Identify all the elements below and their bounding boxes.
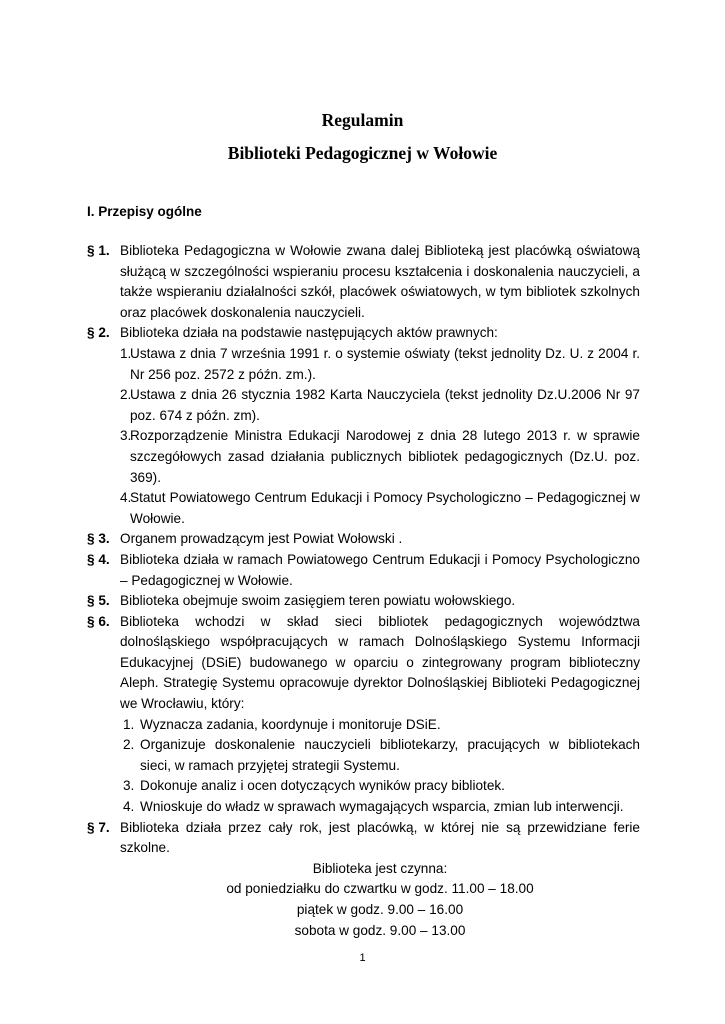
document-body — [87, 241, 640, 941]
list-item-number: 2. — [123, 737, 135, 753]
paragraph-number: § 2. — [87, 325, 110, 341]
paragraph-text: Biblioteka działa przez cały rok, jest placówką, w której nie są przewidziane ferie szkolne. — [120, 819, 640, 856]
paragraph-text: Organem prowadzącym jest Powiat Wołowski . — [120, 531, 403, 547]
paragraph-6 — [87, 612, 640, 715]
list-item-number: 4. — [123, 799, 135, 815]
list-item-text: Statut Powiatowego Centrum Edukacji i Pomocy Psychologiczno – Pedagogicznej w Wołowie. — [130, 490, 640, 526]
list-item — [87, 735, 640, 776]
title-line-2: Biblioteki Pedagogicznej w Wołowie — [227, 143, 498, 163]
list-item-text: Wnioskuje do władz w sprawach wymagających wsparcia, zmian lub interwencji. — [140, 799, 624, 815]
paragraph-number: § 7. — [87, 819, 110, 835]
paragraph-text: Biblioteka obejmuje swoim zasięgiem teren powiatu wołowskiego. — [120, 593, 516, 609]
list-item-text: Ustawa z dnia 7 września 1991 r. o systemie oświaty (tekst jednolity Dz. U. z 2004 r. Nr 256 poz. 2572 z późn. zm.). — [130, 345, 640, 382]
list-item-number: 2. — [120, 387, 132, 403]
list-item-number: 4. — [120, 490, 132, 506]
dsie-tasks-list — [87, 715, 640, 818]
list-item — [87, 797, 640, 818]
page-number: 1 — [359, 952, 366, 964]
section-heading: I. Przepisy ogólne — [87, 204, 202, 219]
paragraph-1 — [87, 241, 640, 323]
list-item-text: Wyznacza zadania, koordynuje i monitoruje DSiE. — [140, 716, 441, 732]
title-line-1: Regulamin — [321, 110, 404, 130]
list-item — [87, 776, 640, 797]
list-item — [87, 426, 640, 488]
opening-hours — [120, 859, 640, 941]
paragraph-7 — [87, 818, 640, 859]
paragraph-number: § 5. — [87, 593, 110, 609]
list-item — [87, 715, 640, 736]
list-item — [87, 344, 640, 385]
paragraph-number: § 4. — [87, 551, 110, 567]
opening-hours-line: od poniedziałku do czwartku w godz. 11.00 – 18.00 — [226, 881, 534, 897]
legal-acts-list — [87, 344, 640, 529]
list-item-number: 1. — [123, 716, 135, 732]
paragraph-number: § 1. — [87, 243, 110, 258]
list-item — [87, 385, 640, 426]
list-item-text: Dokonuje analiz i ocen dotyczących wyników pracy bibliotek. — [140, 778, 505, 794]
list-item-number: 3. — [123, 778, 135, 794]
paragraph-4 — [87, 550, 640, 591]
opening-hours-line: sobota w godz. 9.00 – 13.00 — [294, 922, 466, 938]
opening-hours-title: Biblioteka jest czynna: — [312, 860, 448, 876]
list-item-text: Rozporządzenie Ministra Edukacji Narodowej z dnia 28 lutego 2013 r. w sprawie szczegółowych zasad działania publicznych bibliotek pedagogicznych (Dz.U. poz. 369). — [130, 428, 640, 485]
paragraph-text: Biblioteka Pedagogiczna w Wołowie zwana dalej Biblioteką jest placówką oświatową służącą w szczególności wspieraniu procesu kształcenia i doskonalenia nauczycieli, a także wspieraniu działalności szkół, placówek oświatowych, w tym bibliotek szkolnych oraz placówek doskonalenia nauczycieli. — [120, 243, 640, 320]
list-item-number: 1. — [120, 345, 132, 361]
list-item-number: 3. — [120, 428, 132, 444]
paragraph-text: Biblioteka wchodzi w skład sieci bibliotek pedagogicznych województwa dolnośląskiego współpracujących w ramach Dolnośląskiego Systemu Informacji Edukacyjnej (DSiE) budowanego w oparciu o zintegrowany program biblioteczny Aleph. Strategię Systemu opracowuje dyrektor Dolnośląskiej Biblioteki Pedagogicznej we Wrocławiu, który: — [120, 613, 640, 712]
list-item-text: Ustawa z dnia 26 stycznia 1982 Karta Nauczyciela (tekst jednolity Dz.U.2006 Nr 97 poz. 674 z późn. zm). — [130, 387, 640, 423]
paragraph-number: § 6. — [87, 613, 110, 629]
paragraph-text: Biblioteka działa w ramach Powiatowego Centrum Edukacji i Pomocy Psychologiczno – Pedagogicznej w Wołowie. — [120, 551, 640, 588]
paragraph-number: § 3. — [87, 531, 110, 547]
paragraph-text: Biblioteka działa na podstawie następujących aktów prawnych: — [120, 325, 498, 341]
list-item — [87, 488, 640, 529]
paragraph-2 — [87, 323, 640, 344]
paragraph-5 — [87, 591, 640, 612]
list-item-text: Organizuje doskonalenie nauczycieli bibliotekarzy, pracujących w bibliotekach sieci, w ramach przyjętej strategii Systemu. — [140, 737, 640, 773]
paragraph-3 — [87, 529, 640, 550]
opening-hours-line: piątek w godz. 9.00 – 16.00 — [296, 902, 464, 917]
